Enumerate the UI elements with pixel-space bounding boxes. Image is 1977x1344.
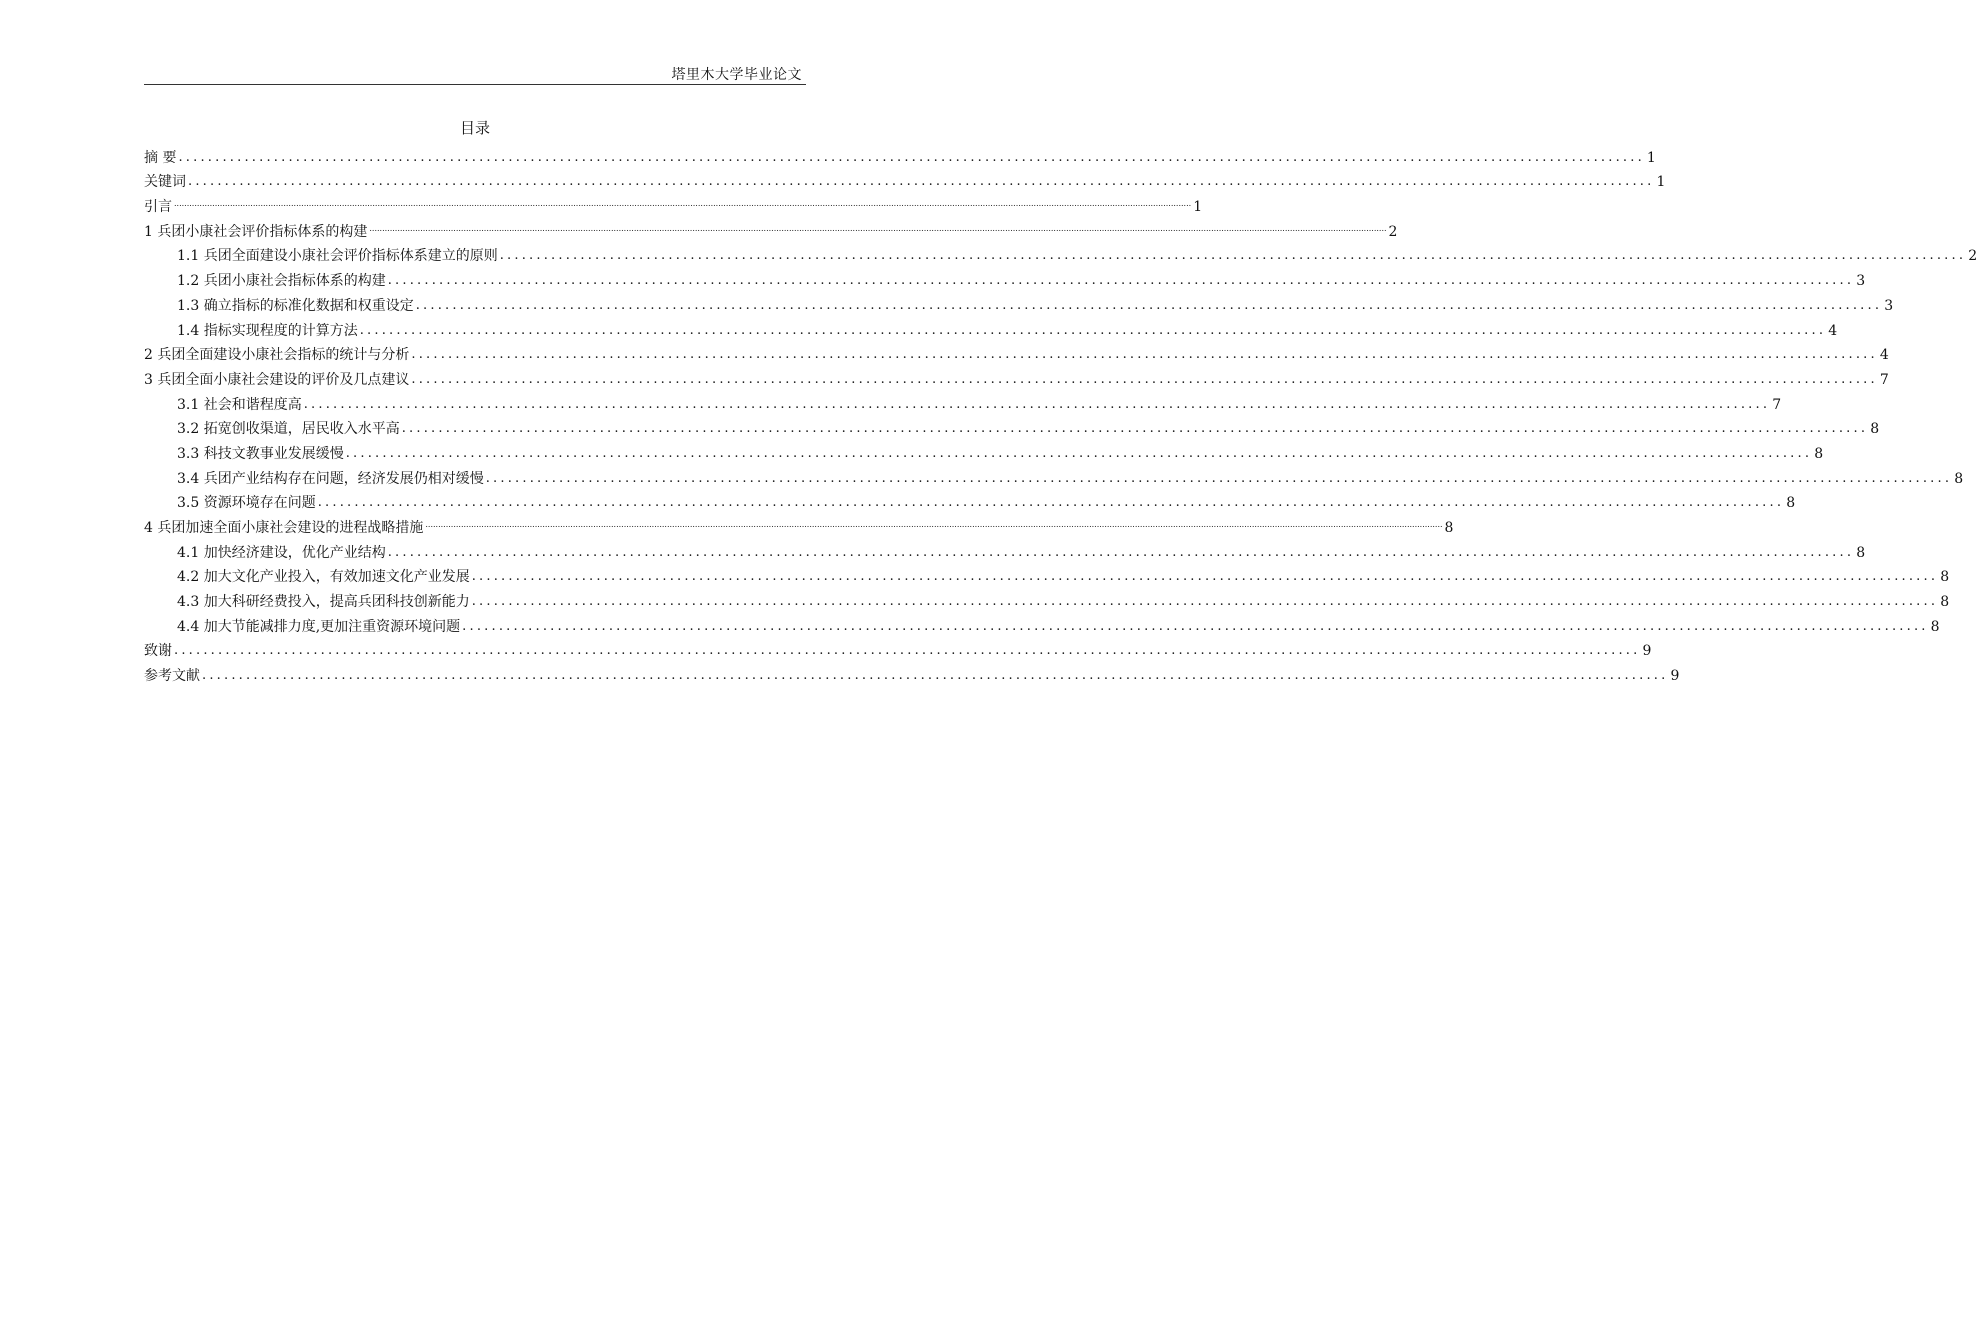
toc-entry[interactable] (144, 389, 1782, 414)
toc-page-number: 8 (1940, 569, 1950, 586)
toc-leader-dots: ........................................................................................................................................................................................................ (387, 273, 1855, 289)
toc-entry-text: 4 兵团加速全面小康社会建设的进程战略措施 (144, 520, 424, 536)
toc-entry[interactable] (144, 488, 1796, 513)
toc-entry[interactable] (144, 364, 1889, 389)
toc-leader-dots: ........................................................................................................................................................................................................ (411, 347, 1878, 363)
toc-entry-text: 3.3 科技文教事业发展缓慢 (177, 445, 344, 462)
toc-page-number: 8 (1954, 470, 1964, 487)
toc-page-number: 4 (1828, 322, 1838, 339)
toc-entry[interactable] (144, 611, 1940, 636)
toc-entry[interactable] (144, 414, 1880, 439)
toc-entry-text: 3.2 拓宽创收渠道，居民收入水平高 (177, 421, 400, 438)
toc-page-number: 1 (1193, 199, 1203, 216)
toc-page-number: 8 (1856, 544, 1866, 561)
toc-entry[interactable] (144, 512, 1454, 537)
toc-page-number: 4 (1879, 347, 1889, 364)
table-of-contents (144, 142, 1977, 685)
toc-entry[interactable] (144, 167, 1666, 192)
toc-page-number: 3 (1856, 273, 1866, 290)
toc-page-number: 7 (1879, 371, 1889, 388)
toc-page-number: 8 (1814, 445, 1824, 462)
toc-leader-dots: ........................................................................................................................................................................................................ (401, 421, 1869, 437)
toc-entry-text: 引言 (144, 199, 172, 216)
toc-entry-text: 3.1 社会和谐程度高 (177, 396, 302, 413)
toc-leader-dots: ........................................................................................................................................................................................................ (471, 594, 1939, 610)
toc-leader-dots: ........................................................................................................................................................................................................ (485, 470, 1953, 486)
toc-leader-dots: ........................................................................................................................................................................................................ (471, 569, 1939, 585)
toc-entry-text: 1 兵团小康社会评价指标体系的构建 (144, 223, 368, 240)
toc-page-number: 2 (1388, 223, 1398, 240)
toc-page-number: 1 (1646, 149, 1656, 166)
toc-entry[interactable] (144, 537, 1866, 562)
toc-title: 目录 (459, 119, 490, 137)
toc-entry-text: 3.5 资源环境存在问题 (177, 495, 316, 512)
toc-page-number: 8 (1444, 520, 1454, 536)
toc-entry-text: 4.2 加大文化产业投入，有效加速文化产业发展 (177, 569, 470, 586)
toc-entry[interactable] (144, 142, 1656, 167)
toc-entry-text: 1.2 兵团小康社会指标体系的构建 (177, 273, 386, 290)
toc-entry[interactable] (144, 586, 1950, 611)
toc-page-number: 3 (1884, 297, 1894, 314)
toc-leader-dots: ........................................................................................................................................................................................................ (359, 322, 1827, 338)
toc-leader-dots: ................................................................................................................................................................................................................................................................................................................................................................................................................ (425, 520, 1443, 529)
toc-leader-dots: ........................................................................................................................................................................................................ (387, 544, 1855, 560)
toc-entry-text: 1.1 兵团全面建设小康社会评价指标体系建立的原则 (177, 248, 498, 265)
toc-entry-text: 致谢 (144, 643, 172, 660)
toc-leader-dots: ................................................................................................................................................................................................................................................................................................................................................................................................................ (369, 223, 1387, 233)
page-header (144, 64, 806, 85)
toc-leader-dots: ........................................................................................................................................................................................................ (499, 248, 1967, 264)
toc-entry[interactable] (144, 340, 1889, 365)
toc-entry[interactable] (144, 191, 1203, 216)
toc-leader-dots: ........................................................................................................................................................................................................ (188, 174, 1655, 190)
toc-entry[interactable] (144, 660, 1680, 685)
toc-leader-dots: ........................................................................................................................................................................................................ (178, 149, 1645, 165)
toc-entry-text: 参考文献 (144, 668, 200, 685)
toc-page-number: 8 (1870, 421, 1880, 438)
toc-entry[interactable] (144, 636, 1652, 661)
toc-entry[interactable] (144, 463, 1964, 488)
toc-page-number: 8 (1786, 495, 1796, 512)
toc-entry-text: 4.4 加大节能减排力度,更加注重资源环境问题 (177, 618, 461, 635)
toc-page-number: 9 (1670, 668, 1680, 685)
toc-leader-dots: ........................................................................................................................................................................................................ (411, 371, 1878, 387)
toc-entry-text: 摘 要 (144, 149, 177, 166)
toc-page-number: 8 (1940, 594, 1950, 611)
toc-page-number: 9 (1642, 643, 1652, 660)
toc-leader-dots: ........................................................................................................................................................................................................ (317, 495, 1785, 511)
toc-leader-dots: ........................................................................................................................................................................................................ (345, 445, 1813, 461)
toc-leader-dots: ........................................................................................................................................................................................................ (202, 668, 1669, 684)
toc-entry-text: 1.3 确立指标的标准化数据和权重设定 (177, 297, 414, 314)
toc-entry-text: 1.4 指标实现程度的计算方法 (177, 322, 358, 339)
toc-page-number: 1 (1656, 174, 1666, 191)
toc-page-number: 2 (1968, 248, 1977, 265)
toc-entry[interactable] (144, 241, 1977, 266)
toc-entry-text: 4.3 加大科研经费投入，提高兵团科技创新能力 (177, 594, 470, 611)
toc-leader-dots: ........................................................................................................................................................................................................ (303, 396, 1771, 412)
toc-entry-text: 3.4 兵团产业结构存在问题，经济发展仍相对缓慢 (177, 470, 484, 487)
toc-page-number: 8 (1930, 618, 1940, 635)
toc-page-number: 7 (1772, 396, 1782, 413)
toc-entry[interactable] (144, 290, 1894, 315)
toc-entry[interactable] (144, 438, 1824, 463)
toc-leader-dots: ................................................................................................................................................................................................................................................................................................................................................................................................................ (174, 199, 1192, 209)
toc-entry-text: 3 兵团全面小康社会建设的评价及几点建议 (144, 371, 410, 388)
toc-entry[interactable] (144, 315, 1838, 340)
toc-entry-text: 2 兵团全面建设小康社会指标的统计与分析 (144, 347, 410, 364)
toc-leader-dots: ........................................................................................................................................................................................................ (462, 618, 1929, 634)
toc-entry[interactable] (144, 562, 1950, 587)
toc-leader-dots: ........................................................................................................................................................................................................ (415, 297, 1883, 313)
toc-leader-dots: ........................................................................................................................................................................................................ (174, 643, 1641, 659)
toc-entry[interactable] (144, 265, 1866, 290)
toc-entry[interactable] (144, 216, 1398, 241)
toc-entry-text: 4.1 加快经济建设，优化产业结构 (177, 544, 386, 561)
toc-entry-text: 关键词 (144, 174, 186, 191)
header-title: 塔里木大学毕业论文 (671, 67, 802, 83)
